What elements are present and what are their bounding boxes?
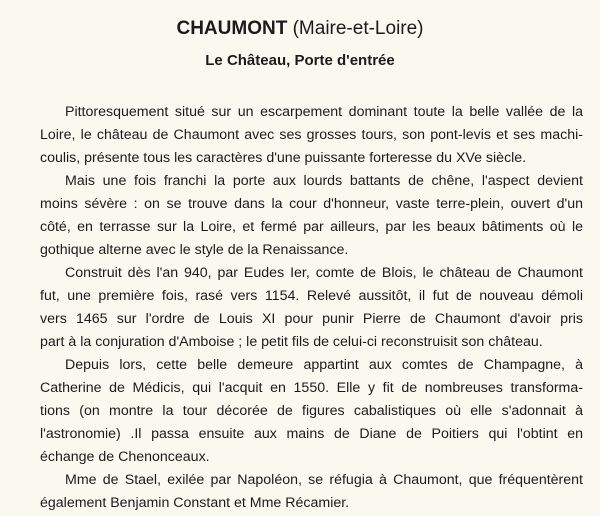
paragraph-line: part à la conjuration d'Amboise ; le petit fils de celui-ci reconstruisit son château.	[40, 334, 543, 350]
paragraph-line: Mme de Stael, exilée par Napoléon, se réfugia à Chaumont, que fréquentèrent	[65, 472, 583, 488]
paragraph-line: Depuis lors, cette belle demeure appartint aux comtes de Champagne, à	[65, 357, 583, 373]
paragraph-line: Loire, le château de Chaumont avec ses grosses tours, son pont-levis et ses machi-	[40, 127, 583, 143]
page-title	[0, 18, 600, 40]
title-region: (Maire-et-Loire)	[292, 18, 424, 39]
paragraph-line: Mais une fois franchi la porte aux lourds battants de chêne, l'aspect devient	[65, 173, 583, 189]
page-subtitle: Le Château, Porte d'entrée	[205, 52, 395, 69]
body-text	[40, 101, 583, 515]
paragraph-line: Pittoresquement situé sur un escarpement dominant toute la belle vallée de la	[65, 104, 583, 120]
paragraph-line: côté, en terrasse sur la Loire, et fermé par ailleurs, par les beaux bâtiments où le	[40, 219, 583, 235]
title-main: CHAUMONT	[176, 18, 288, 39]
paragraph-line: gothique alterne avec le style de la Renaissance.	[40, 242, 349, 258]
paragraph-line: fut, une première fois, rasé vers 1154. Relevé aussitôt, il fut de nouveau démoli	[40, 288, 583, 304]
paragraph-line: vers 1465 sur l'ordre de Louis XI pour punir Pierre de Chaumont d'avoir pris	[40, 311, 583, 327]
paragraph-line: tions (on montre la tour décorée de figures cabalistiques où elle s'adonnait à	[40, 403, 583, 419]
paragraph-line: échange de Chenonceaux.	[40, 449, 210, 465]
paragraph-line: Catherine de Médicis, qui l'acquit en 1550. Elle y fit de nombreuses transforma-	[40, 380, 583, 396]
paragraph-line: l'astronomie) .Il passa ensuite aux mains de Diane de Poitiers qui l'obtint en	[40, 426, 583, 442]
paragraph-line: moins sévère : on se trouve dans la cour d'honneur, vaste terre-plein, ouvert d'un	[40, 196, 583, 212]
paragraph-line: Construit dès l'an 940, par Eudes Ier, comte de Blois, le château de Chaumont	[65, 265, 583, 281]
paragraph-line: également Benjamin Constant et Mme Récamier.	[40, 495, 350, 511]
paragraph-line: coulis, présente tous les caractères d'une puissante forteresse du XVe siècle.	[40, 150, 527, 166]
